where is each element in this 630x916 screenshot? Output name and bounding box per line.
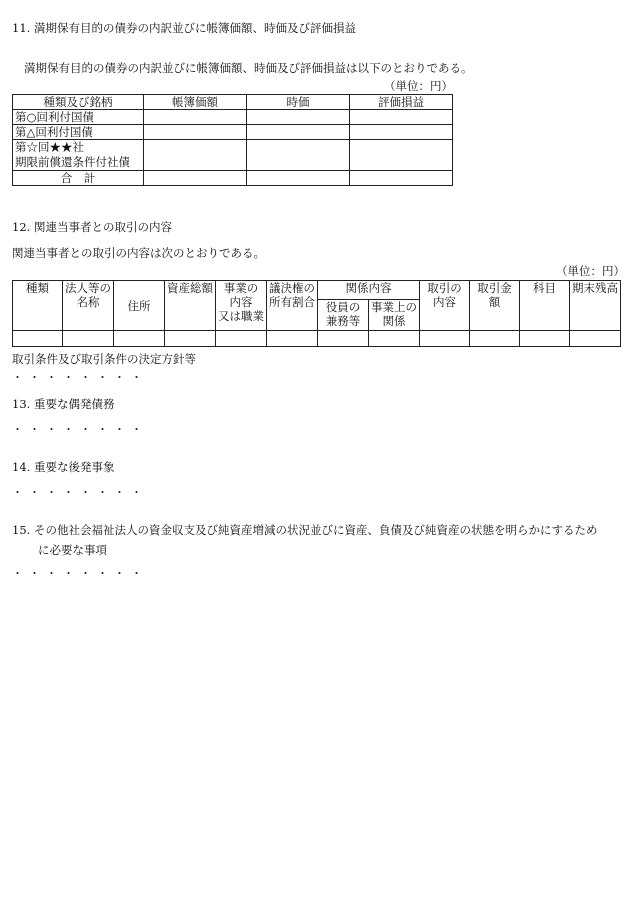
header-officer-line1: 役員の [325,300,361,314]
column-header: 帳簿価額 [144,95,247,110]
header-relation: 関係内容 [318,281,420,300]
header-transaction-line1: 取引の [427,281,462,295]
header-business-line2: 内容 [229,295,253,309]
table-row [13,125,453,140]
header-kind: 種類 [13,281,63,331]
header-officer-line2: 兼務等 [325,314,361,328]
policy-label: 取引条件及び取引条件の決定方針等 [12,352,196,366]
bond-name: 第○回利付国債 [13,110,144,125]
header-business [216,281,267,331]
bond-name-cell [13,140,144,171]
table-row [13,110,453,125]
bond-name-line2: 期限前償還条件付社債 [15,155,130,169]
bond-table [12,94,453,186]
table-total-row [13,171,453,186]
related-party-table [12,280,621,347]
header-name-line1: 法人等の [65,281,111,295]
section-11-heading: 11. 満期保有目的の債券の内訳並びに帳簿価額、時価及び評価損益 [12,21,356,35]
header-voting-line2: 所有割合 [269,295,315,309]
table-header-row [13,281,621,300]
section-11-unit: （単位：円） [384,79,453,93]
section-15-heading-line2: に必要な事項 [38,543,107,557]
section-12-heading: 12. 関連当事者との取引の内容 [12,220,172,234]
placeholder-dots: ・・・・・・・・ [12,423,148,436]
table-row [13,331,621,347]
header-bizrel-line1: 事業上の [371,300,417,314]
header-business-line1: 事業の [223,281,259,295]
bond-name: 第△回利付国債 [13,125,144,140]
column-header: 種類及び銘柄 [13,95,144,110]
header-address: 住所 [114,281,165,331]
section-12-body: 関連当事者との取引の内容は次のとおりである。 [12,246,265,260]
header-bizrel-line2: 関係 [382,314,406,328]
header-name-line2: 名称 [76,295,100,309]
placeholder-dots: ・・・・・・・・ [12,371,148,384]
header-voting-line1: 議決権の [269,281,315,295]
section-14-heading: 14. 重要な後発事象 [12,460,115,474]
bond-name-line1: 第☆回★★社 [15,140,84,154]
placeholder-dots: ・・・・・・・・ [12,567,148,580]
column-header: 評価損益 [350,95,453,110]
column-header: 時価 [247,95,350,110]
header-balance: 期末残高 [570,281,621,331]
placeholder-dots: ・・・・・・・・ [12,486,148,499]
section-13-heading: 13. 重要な偶発債務 [12,397,115,411]
header-business-line3: 又は職業 [218,309,264,323]
header-transaction [420,281,470,331]
header-officer [318,300,369,331]
section-12-unit: （単位：円） [556,264,625,278]
total-label: 合 計 [13,171,144,186]
header-capital: 資産総額 [165,281,216,331]
header-account: 科目 [520,281,570,331]
section-15-heading-line1: 15. その他社会福祉法人の資金収支及び純資産増減の状況並びに資産、負債及び純資産の状態を明らかにするため [12,523,598,537]
header-amount: 取引金額 [470,281,520,331]
header-name [63,281,114,331]
section-11-body: 満期保有目的の債券の内訳並びに帳簿価額、時価及び評価損益は以下のとおりである。 [24,61,473,75]
table-row [13,140,453,171]
header-voting [267,281,318,331]
header-transaction-line2: 内容 [433,295,456,309]
header-business-relation [369,300,420,331]
table-header-row [13,95,453,110]
